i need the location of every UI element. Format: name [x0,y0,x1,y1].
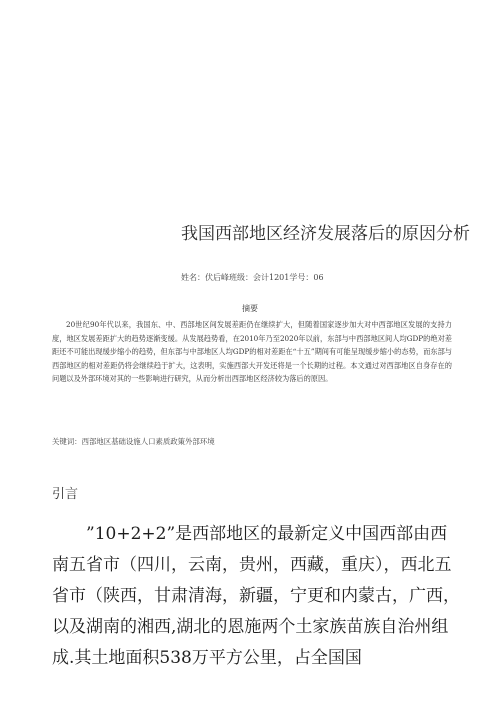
abstract [52,318,452,386]
author-line: 姓名：伏后峰班级：会计1201学号：06 [181,273,324,282]
abstract-heading: 摘要 [242,304,258,313]
abstract-text: 20世纪90年代以来，我国东、中、西部地区间发展差距仍在继续扩大，但随着国家逐步加大对中西部地区发展的支持力度，地区发展差距扩大的趋势逐渐变缓。从发展趋势看，在2010年乃至2020年以前，东部与中西部地区间人均GDP的绝对差距还不可能出现缓步缩小的趋势，但东部与中部地区人均GDP的相对差距在“十五”期间有可能呈现缓步缩小的态势，而东部与西部地区的相对差距仍将会继续趋于扩大，这表明，实施西部大开发还将是一个长期的过程。本文通过对西部地区自身存在的问题以及外部环境对其的一些影响进行研究，从而分析出西部地区经济较为落后的原因。 [52,320,452,383]
body-paragraph: ”10+2+2”是西部地区的最新定义中国西部由西南五省市（四川，云南，贵州，西藏，重庆），西北五省市（陕西，甘肃清海，新疆，宁更和内蒙古，广西，以及湖南的湘西,湖北的恩施两个土家族苗族自治州组成.其土地面积538万平方公里，占全国国 [52,524,460,668]
keywords: 关键词：西部地区基础设施人口素质政策外部环境 [52,437,215,446]
section-heading: 引言 [52,487,79,502]
body [52,519,462,674]
paper-title: 我国西部地区经济发展落后的原因分析 [181,224,470,244]
